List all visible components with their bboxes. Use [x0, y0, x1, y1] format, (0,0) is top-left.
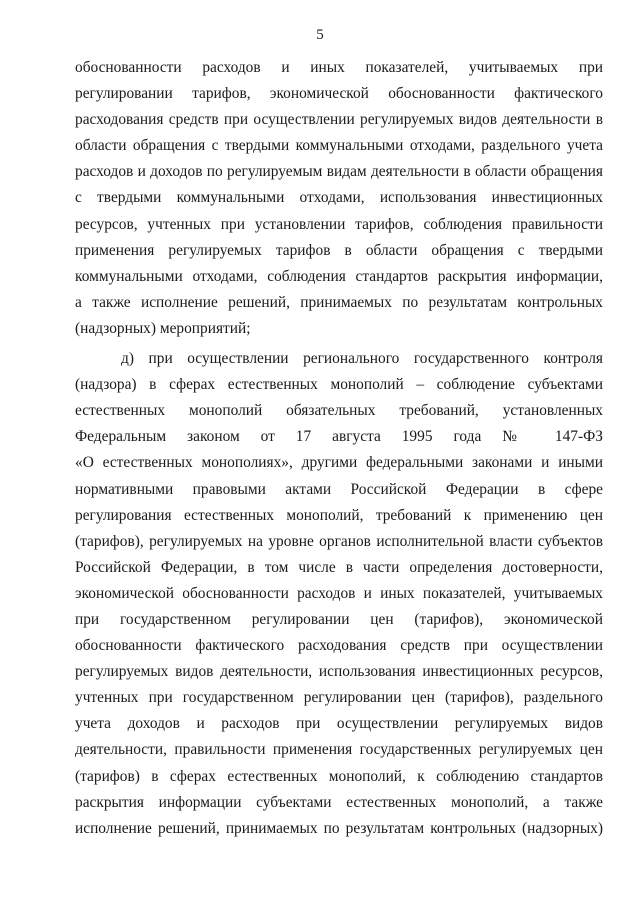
text-line: (тарифов), регулируемых на уровне органов исполнительной власти субъектов — [75, 532, 603, 550]
text-line: коммунальными отходами, соблюдения стандартов раскрытия информации, — [75, 267, 603, 285]
text-line: «О естественных монополиях», другими федеральными законами и иными — [75, 454, 603, 472]
paragraph-2 — [75, 346, 603, 842]
text-line: а также исполнение решений, принимаемых по результатам контрольных — [75, 293, 603, 311]
text-line: с твердыми коммунальными отходами, использования инвестиционных — [75, 189, 603, 207]
paragraph-1 — [75, 55, 603, 342]
text-line: ресурсов, учтенных при установлении тарифов, соблюдения правильности — [75, 215, 603, 233]
text-line: обоснованности расходов и иных показателей, учитываемых при — [75, 59, 603, 76]
text-line: области обращения с твердыми коммунальными отходами, раздельного учета — [75, 137, 603, 155]
text-line: регулируемых видов деятельности, использования инвестиционных ресурсов, — [75, 663, 603, 681]
text-line: Федеральным законом от 17 августа 1995 года № 147-ФЗ — [75, 428, 603, 446]
text-line: Российской Федерации, в том числе в части определения достоверности, — [75, 558, 603, 576]
text-line: д) при осуществлении регионального государственного контроля — [121, 350, 603, 368]
text-line: деятельности, правильности применения государственных регулируемых цен — [75, 741, 603, 759]
text-line: (надзорных) мероприятий; — [75, 319, 251, 337]
text-line: естественных монополий обязательных требований, установленных — [75, 402, 603, 420]
text-line: нормативными правовыми актами Российской Федерации в сфере — [75, 480, 603, 498]
text-line: раскрытия информации субъектами естественных монополий, а также — [75, 793, 603, 811]
text-line: (надзора) в сферах естественных монополий – соблюдение субъектами — [75, 376, 603, 394]
text-line: исполнение решений, принимаемых по результатам контрольных (надзорных) — [75, 819, 603, 837]
text-line: (тарифов) в сферах естественных монополий, к соблюдению стандартов — [75, 767, 603, 785]
text-line: регулировании тарифов, экономической обоснованности фактического — [75, 85, 603, 103]
text-line: расходования средств при осуществлении регулируемых видов деятельности в — [75, 111, 603, 129]
text-line: при государственном регулировании цен (тарифов), экономической — [75, 610, 603, 628]
text-line: применения регулируемых тарифов в области обращения с твердыми — [75, 241, 603, 259]
text-line: регулирования естественных монополий, требований к применению цен — [75, 506, 603, 524]
text-line: учета доходов и расходов при осуществлении регулируемых видов — [75, 715, 603, 733]
page-number: 5 — [316, 27, 324, 43]
document-body — [75, 55, 603, 842]
text-line: расходов и доходов по регулируемым видам деятельности в области обращения — [75, 163, 603, 181]
text-line: обоснованности фактического расходования средств при осуществлении — [75, 637, 603, 655]
text-line: экономической обоснованности расходов и иных показателей, учитываемых — [75, 584, 603, 602]
text-line: учтенных при государственном регулировании цен (тарифов), раздельного — [75, 689, 603, 707]
